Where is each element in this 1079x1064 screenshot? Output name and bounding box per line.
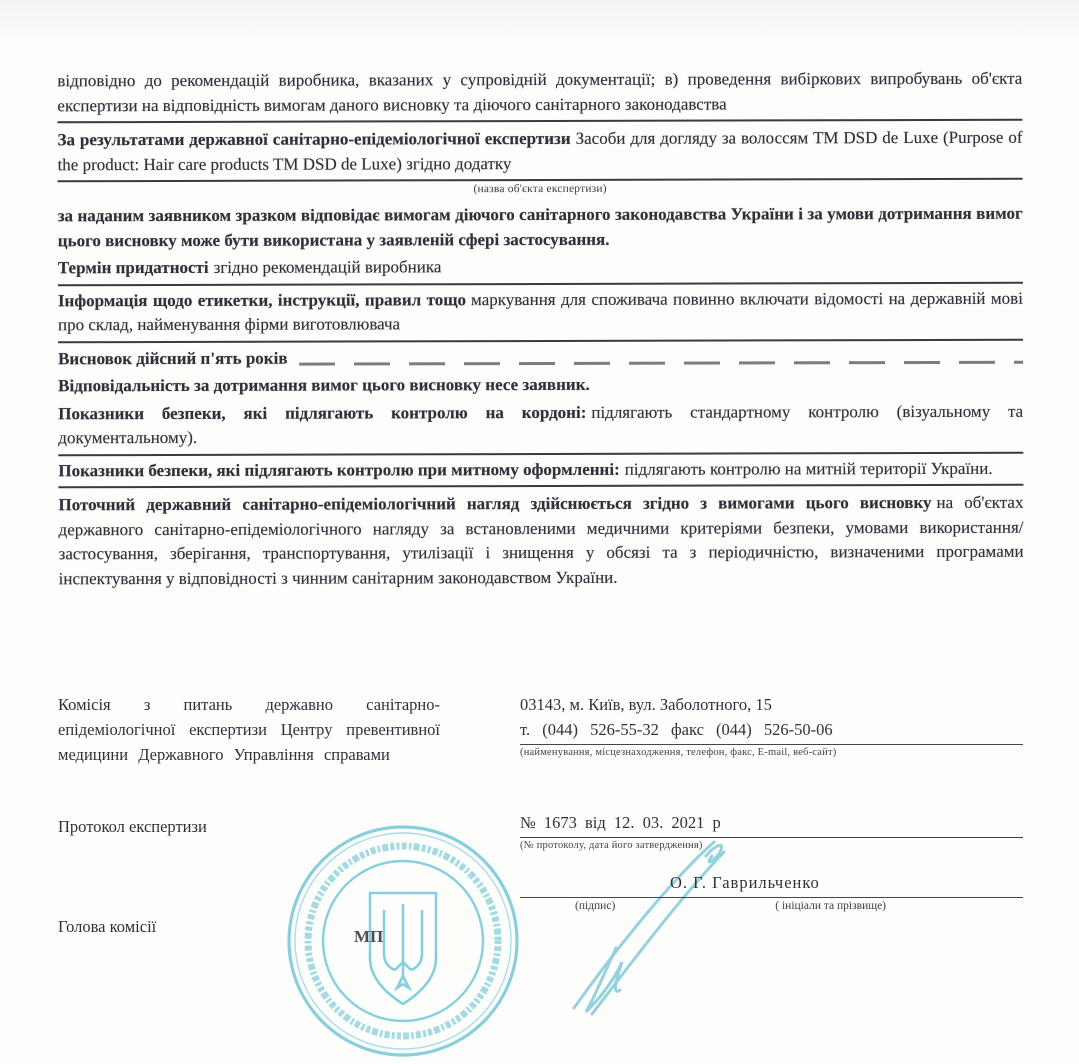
expertise-object-name: Засоби для догляду за волоссям ТМ DSD de Luxe (Purpose of the product: Hair care products TM DSD de Luxe) згідно додатку: [57, 127, 1023, 174]
surveillance-lead: Поточний державний санітарно-епідеміологічний нагляд здійснюється згідно з вимогами цього висновку: [58, 492, 932, 515]
chairman-name: О. Г. Гаврильченко: [670, 873, 820, 892]
validity-dashed-line: [300, 361, 1024, 366]
surveillance-paragraph: [58, 491, 1023, 592]
label-info-value: маркування для споживача повинно включати відомості на державній мові про склад, найменування фірми виготовлювача: [57, 288, 1023, 335]
surveillance-rest: на об'єктах державного санітарно-епідеміологічного нагляду за встановленими медичними критеріями безпеки, умовами використання/застосування, зберігання, транспортування, утилізації і знищення у обсязі та з періодичністю, визначеними програмами інспектування у відповідності з чинним санітарним законодавством України.: [58, 492, 1024, 588]
signature-caption: (підпис): [575, 900, 616, 912]
commission-phone: т. (044) 526-55-32 факс (044) 526-50-06: [520, 717, 1023, 745]
border-control-row: [58, 399, 1023, 456]
shelf-life-value: згідно рекомендацій виробника: [213, 257, 442, 277]
compliance-text: за наданим заявником зразком відповідає вимогам діючого санітарного законодавства України і за умови дотримання вимог цього висновку може бути використана у заявленій сфері застосування.: [57, 203, 1023, 250]
border-control-value: підлягають стандартному контролю (візуальному та документальному).: [58, 401, 1024, 448]
label-info-row: [58, 286, 1023, 343]
stamp-place-mark: МП: [354, 927, 384, 946]
signature-section: [58, 692, 1023, 1064]
official-round-stamp-icon: [280, 818, 526, 1064]
validity-text: Висновок дійсний п'ять років: [58, 348, 288, 368]
responsibility-text: Відповідальність за дотримання вимог цього висновку несе заявник.: [58, 374, 590, 396]
commission-address: 03143, м. Київ, вул. Заболотного, 15: [520, 695, 772, 714]
border-control-label: Показники безпеки, які підлягають контролю на кордоні:: [58, 402, 587, 423]
commission-contact-block: [520, 692, 1023, 760]
customs-control-label: Показники безпеки, які підлягають контролю при митному оформленні:: [58, 459, 620, 480]
chairman-label: Голова комісії: [58, 917, 157, 936]
commission-contact-caption: (найменування, місцезнаходження, телефон, факс, E-mail, веб-сайт): [520, 747, 837, 758]
label-info-label: Інформація щодо етикетки, інструкції, правил тощо: [57, 289, 467, 310]
handwritten-signature-icon: [556, 830, 746, 1020]
protocol-label: Протокол експертизи: [58, 817, 207, 836]
shelf-life-label: Термін придатності: [57, 257, 209, 278]
intro-paragraph: [57, 67, 1022, 124]
shelf-life-row: [58, 254, 1023, 286]
chairman-signature-block: [520, 870, 1023, 914]
object-name-caption: (назва об'єкта експертизи): [473, 182, 607, 196]
certificate-body: [57, 67, 1023, 592]
expertise-result-paragraph: [57, 124, 1022, 183]
protocol-caption: (№ протоколу, дата його затвердження): [520, 840, 703, 851]
name-caption: ( ініціали та прізвище): [775, 900, 887, 912]
customs-control-row: [58, 456, 1023, 488]
validity-row: [58, 344, 1023, 371]
signature-captions: [520, 898, 1023, 914]
responsibility-row: [58, 372, 1023, 399]
protocol-value: № 1673 від 12. 03. 2021 р: [520, 810, 1023, 838]
commission-name: Комісія з питань державно санітарно-епідеміологічної експертизи Центру превентивної медицини Державного Управління справами: [58, 695, 440, 764]
expertise-result-lead: За результатами державної санітарно-епідеміологічної експертизи: [57, 128, 571, 150]
customs-control-value: підлягають контролю на митній території України.: [624, 458, 993, 479]
intro-text: відповідно до рекомендацій виробника, вказаних у супровідній документації; в) проведення вибіркових випробувань об'єкта експертизи на відповідність вимогам даного висновку та діючого санітарного законодавства: [57, 68, 1023, 115]
compliance-paragraph: [58, 202, 1023, 254]
